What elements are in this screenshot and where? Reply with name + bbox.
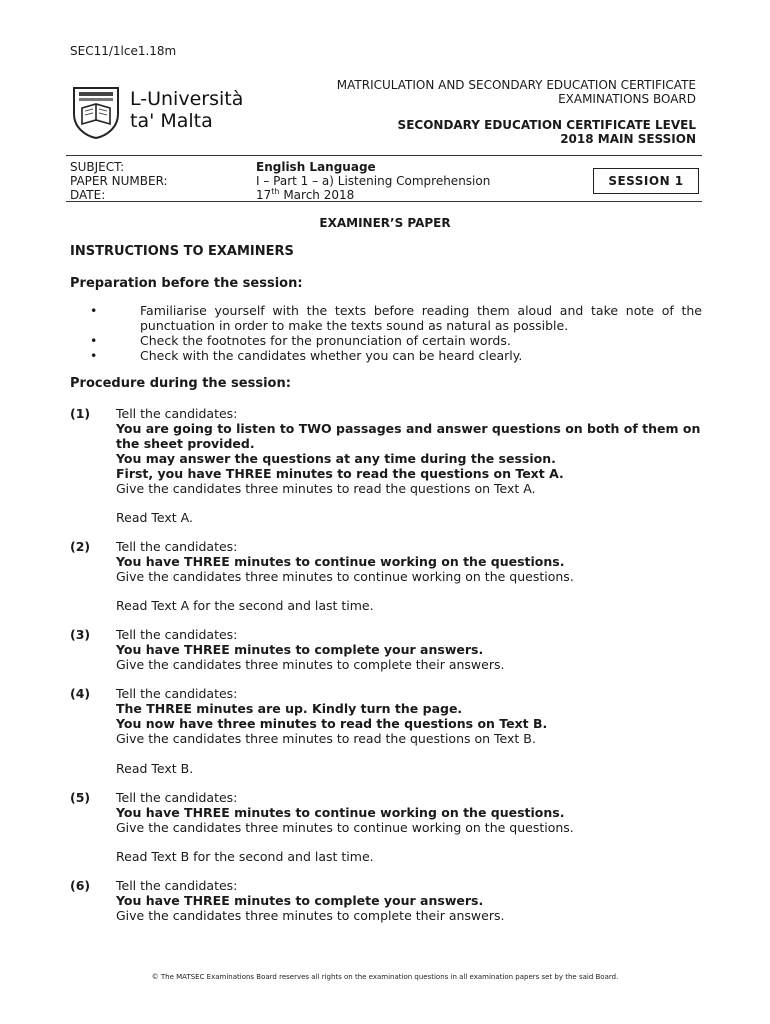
level-line-2: 2018 MAIN SESSION <box>560 132 696 146</box>
examiners-paper-title: EXAMINER’S PAPER <box>319 216 451 230</box>
meta-labels <box>70 160 168 202</box>
preparation-list <box>90 303 702 363</box>
procedure-step-1 <box>70 406 702 496</box>
bullet-text: Familiarise yourself with the texts before reading them aloud and take note of the punctuation in order to make the texts sound as natural as possible. <box>140 303 702 333</box>
certificate-level <box>398 118 696 146</box>
step-1-read: Read Text A. <box>116 510 193 525</box>
step-instruction: The THREE minutes are up. Kindly turn the page. <box>116 701 463 716</box>
date-suffix: th <box>271 187 280 196</box>
procedure-step-5 <box>70 790 702 835</box>
step-instruction: You have THREE minutes to continue working on the questions. <box>116 554 565 569</box>
step-number: (5) <box>70 790 91 805</box>
subject-value: English Language <box>256 160 376 174</box>
logo-line-1: L-Università <box>130 88 244 110</box>
step-note: Give the candidates three minutes to read the questions on Text A. <box>116 481 536 496</box>
step-intro: Tell the candidates: <box>116 686 238 701</box>
board-line-1: MATRICULATION AND SECONDARY EDUCATION CERTIFICATE <box>336 78 696 92</box>
date-label: DATE: <box>70 188 106 202</box>
step-intro: Tell the candidates: <box>116 790 238 805</box>
preparation-heading: Preparation before the session: <box>70 276 303 291</box>
list-item: • Familiarise yourself with the texts before reading them aloud and take note of the punctuation in order to make the texts sound as natural as possible. <box>90 303 702 333</box>
step-note: Give the candidates three minutes to continue working on the questions. <box>116 820 574 835</box>
step-intro: Tell the candidates: <box>116 627 238 642</box>
step-instruction: You have THREE minutes to complete your answers. <box>116 893 484 908</box>
crest-icon <box>70 84 122 140</box>
bullet-text: Check the footnotes for the pronunciation of certain words. <box>140 333 511 348</box>
step-instruction: You may answer the questions at any time during the session. <box>116 451 556 466</box>
date-value <box>256 188 490 202</box>
paper-number-value: I – Part 1 – a) Listening Comprehension <box>256 174 491 188</box>
copyright-footer: © The MATSEC Examinations Board reserves all rights on the examination questions in all examination papers set by the said Board. <box>151 973 619 981</box>
step-intro: Tell the candidates: <box>116 878 238 893</box>
list-item: • Check with the candidates whether you can be heard clearly. <box>90 348 523 363</box>
session-box: SESSION 1 <box>593 168 699 194</box>
step-4-read: Read Text B. <box>116 761 194 776</box>
procedure-heading: Procedure during the session: <box>70 376 291 391</box>
instructions-heading: INSTRUCTIONS TO EXAMINERS <box>70 244 294 259</box>
step-number: (2) <box>70 539 91 554</box>
bullet-text: Check with the candidates whether you can be heard clearly. <box>140 348 523 363</box>
step-number: (6) <box>70 878 91 893</box>
procedure-step-2 <box>70 539 702 584</box>
bottom-divider <box>66 201 702 202</box>
university-logo <box>70 84 250 140</box>
paper-number-label: PAPER NUMBER: <box>70 174 168 188</box>
step-intro: Tell the candidates: <box>116 406 238 421</box>
step-number: (4) <box>70 686 91 701</box>
level-line-1: SECONDARY EDUCATION CERTIFICATE LEVEL <box>397 118 696 132</box>
step-intro: Tell the candidates: <box>116 539 238 554</box>
procedure-step-3 <box>70 627 702 672</box>
step-number: (1) <box>70 406 91 421</box>
step-note: Give the candidates three minutes to continue working on the questions. <box>116 569 574 584</box>
board-line-2: EXAMINATIONS BOARD <box>558 92 696 106</box>
procedure-step-4 <box>70 686 702 746</box>
document-code: SEC11/1lce1.18m <box>70 44 177 58</box>
step-instruction: You have THREE minutes to complete your answers. <box>116 642 484 657</box>
step-5-read: Read Text B for the second and last time. <box>116 849 374 864</box>
logo-line-2: ta' Malta <box>130 110 213 132</box>
step-instruction: You are going to listen to TWO passages and answer questions on both of them on the sheet provided. <box>116 421 701 451</box>
procedure-step-6 <box>70 878 702 923</box>
date-day: 17 <box>256 188 272 202</box>
step-note: Give the candidates three minutes to complete their answers. <box>116 657 505 672</box>
board-name <box>337 78 696 106</box>
step-number: (3) <box>70 627 91 642</box>
date-rest: March 2018 <box>279 188 355 202</box>
step-note: Give the candidates three minutes to complete their answers. <box>116 908 505 923</box>
step-instruction: First, you have THREE minutes to read the questions on Text A. <box>116 466 564 481</box>
step-2-read: Read Text A for the second and last time. <box>116 598 374 613</box>
list-item: • Check the footnotes for the pronunciation of certain words. <box>90 333 511 348</box>
step-instruction: You have THREE minutes to continue working on the questions. <box>116 805 565 820</box>
meta-values <box>256 160 490 202</box>
subject-label: SUBJECT: <box>70 160 125 174</box>
top-divider <box>66 155 702 156</box>
step-note: Give the candidates three minutes to read the questions on Text B. <box>116 731 536 746</box>
step-instruction: You now have three minutes to read the questions on Text B. <box>116 716 548 731</box>
